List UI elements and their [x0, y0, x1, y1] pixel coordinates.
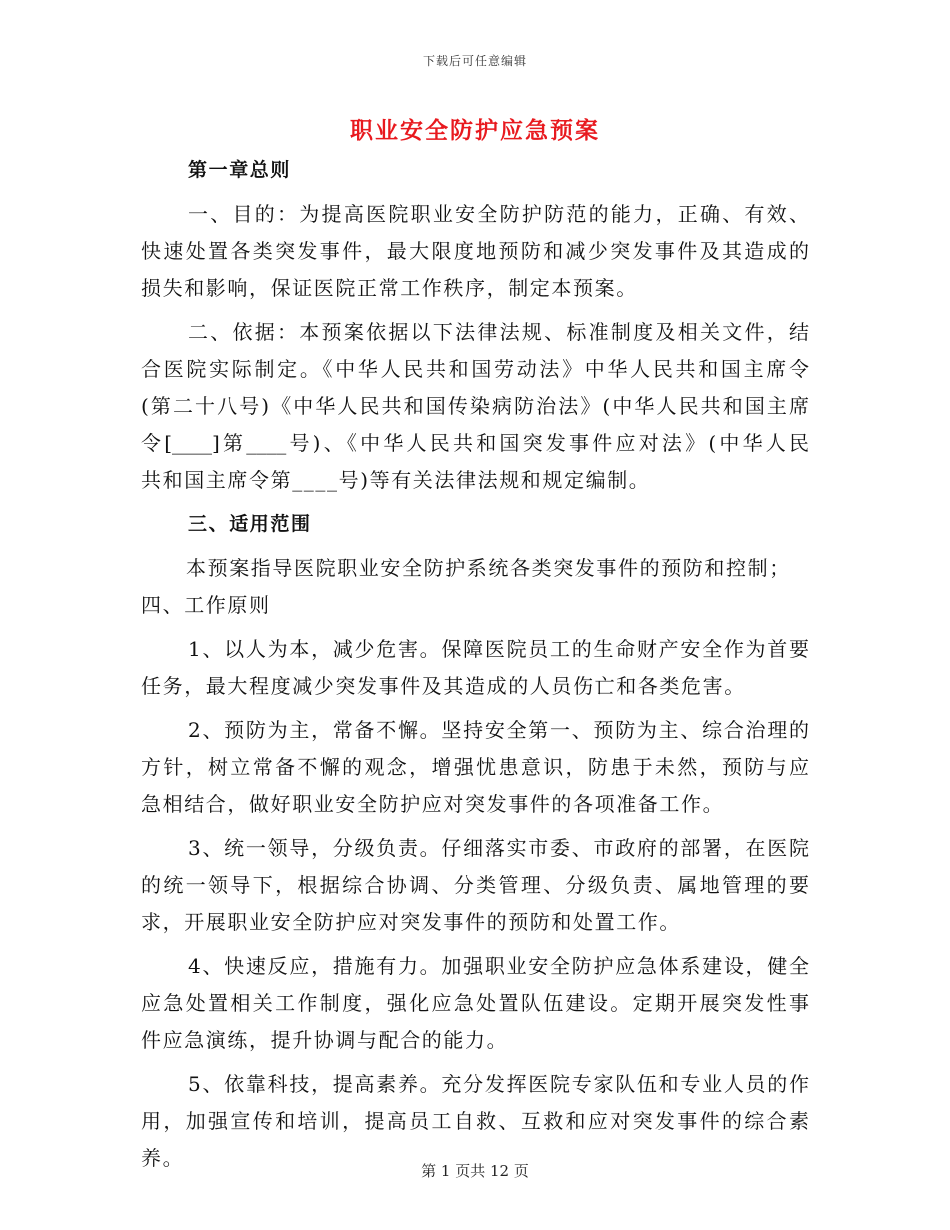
paragraph-gap	[141, 307, 809, 314]
paragraph-line: 求，开展职业安全防护应对突发事件的预防和处置工作。	[141, 910, 681, 934]
section-heading: 第一章总则	[188, 159, 292, 181]
paragraph-gap	[141, 624, 809, 631]
paragraph-line: 1、以人为本，减少危害。保障医院员工的生命财产安全作为首要	[188, 637, 809, 661]
paragraph-line: 件应急演练，提升协调与配合的能力。	[141, 1028, 509, 1052]
paragraph-line: 二、依据：本预案依据以下法律法规、标准制度及相关文件，结	[188, 320, 809, 344]
document-body	[141, 152, 809, 1184]
paragraph-line: 的统一领导下，根据综合协调、分类管理、分级负责、属地管理的要	[141, 873, 809, 897]
paragraph-line: 方针，树立常备不懈的观念，增强忧患意识，防患于未然，预防与应	[141, 755, 809, 779]
section-heading: 三、适用范围	[188, 513, 312, 535]
paragraph-gap	[141, 1059, 809, 1066]
paragraph-gap	[141, 499, 809, 506]
paragraph-gap	[141, 941, 809, 948]
paragraph-gap	[141, 823, 809, 830]
paragraph-line: 用，加强宣传和培训，提高员工自救、互救和应对突发事件的综合素	[141, 1109, 809, 1133]
paragraph-line: 3、统一领导，分级负责。仔细落实市委、市政府的部署，在医院	[188, 836, 809, 860]
paragraph-gap	[141, 189, 809, 196]
paragraph-line: 一、目的：为提高医院职业安全防护防范的能力，正确、有效、	[188, 202, 809, 226]
paragraph-line: 应急处置相关工作制度，强化应急处置队伍建设。定期开展突发性事	[141, 991, 809, 1015]
document-title: 职业安全防护应急预案	[350, 118, 600, 144]
page-header-note: 下载后可任意编辑	[422, 54, 527, 68]
paragraph-gap	[141, 543, 809, 550]
paragraph-line: 4、快速反应，措施有力。加强职业安全防护应急体系建设，健全	[188, 954, 809, 978]
paragraph-line: 快速处置各类突发事件，最大限度地预防和减少突发事件及其造成的	[141, 239, 809, 263]
paragraph-line: 四、工作原则	[141, 593, 271, 617]
paragraph-line: 任务，最大程度减少突发事件及其造成的人员伤亡和各类危害。	[141, 674, 746, 698]
paragraph-line: 本预案指导医院职业安全防护系统各类突发事件的预防和控制；	[186, 556, 791, 580]
paragraph-line: 养。	[141, 1146, 185, 1170]
paragraph-line: 令[____]第____号)、《中华人民共和国突发事件应对法》(中华人民	[141, 431, 809, 455]
paragraph-line: 5、依靠科技，提高素养。充分发挥医院专家队伍和专业人员的作	[188, 1072, 809, 1096]
paragraph-line: 合医院实际制定。《中华人民共和国劳动法》中华人民共和国主席令	[141, 357, 809, 381]
paragraph-line: (第二十八号)《中华人民共和国传染病防治法》(中华人民共和国主席	[141, 394, 809, 418]
paragraph-line: 损失和影响，保证医院正常工作秩序，制定本预案。	[141, 276, 638, 300]
page-number: 第 1 页共 12 页	[421, 1162, 529, 1180]
paragraph-line: 2、预防为主，常备不懈。坚持安全第一、预防为主、综合治理的	[188, 718, 809, 742]
paragraph-line: 共和国主席令第____号)等有关法律法规和规定编制。	[141, 468, 651, 492]
paragraph-gap	[141, 705, 809, 712]
paragraph-line: 急相结合，做好职业安全防护应对突发事件的各项准备工作。	[141, 792, 725, 816]
